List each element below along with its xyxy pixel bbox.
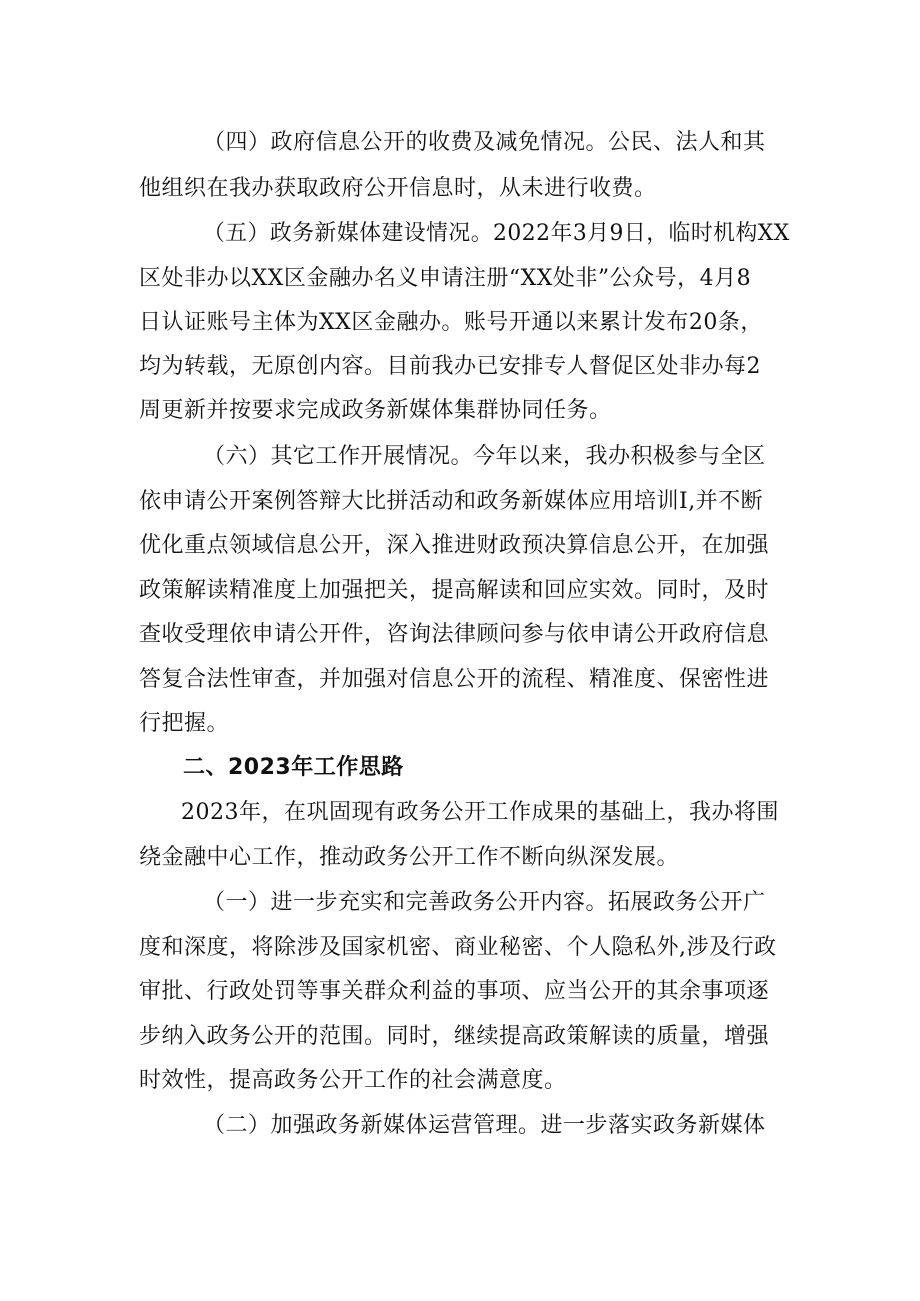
text-line: 行把握。 bbox=[139, 711, 230, 736]
section-heading: 二、2023年工作思路 bbox=[183, 755, 404, 780]
text-line: 时效性，提高政务公开工作的社会满意度。 bbox=[139, 1068, 567, 1093]
text-line: 2023年，在巩固现有政务公开工作成果的基础上，我办将围 bbox=[181, 800, 779, 825]
text-line: 度和深度，将除涉及国家机密、商业秘密、个人隐私外,涉及行政 bbox=[139, 935, 777, 960]
text-line: 审批、行政处罚等事关群众利益的事项、应当公开的其余事项逐 bbox=[139, 979, 770, 1004]
text-line: 周更新并按要求完成政务新媒体集群协同任务。 bbox=[139, 398, 612, 423]
text-line: 区处非办以XX区金融办名义申请注册“XX处非”公众号，4月8 bbox=[139, 266, 752, 291]
text-line: 答复合法性审查，并加强对信息公开的流程、精准度、保密性进 bbox=[139, 667, 770, 692]
text-line: （二）加强政务新媒体运营管理。进一步落实政务新媒体 bbox=[203, 1113, 766, 1138]
text-line: 均为转载，无原创内容。目前我办已安排专人督促区处非办每2 bbox=[139, 354, 761, 379]
text-line: （六）其它工作开展情况。今年以来，我办积极参与全区 bbox=[203, 444, 766, 469]
text-line: （一）进一步充实和完善政务公开内容。拓展政务公开广 bbox=[203, 890, 766, 915]
text-line: 查收受理依申请公开件，咨询法律顾问参与依申请公开政府信息 bbox=[139, 622, 770, 647]
text-line: 依申请公开案例答辩大比拼活动和政务新媒体应用培训I,并不断 bbox=[139, 489, 764, 514]
text-line: 政策解读精准度上加强把关，提高解读和回应实效。同时，及时 bbox=[139, 578, 770, 603]
text-line: 绕金融中心工作，推动政务公开工作不断向纵深发展。 bbox=[139, 845, 680, 870]
text-line: 优化重点领域信息公开，深入推进财政预决算信息公开，在加强 bbox=[139, 533, 770, 558]
text-line: 他组织在我办获取政府公开信息时，从未进行收费。 bbox=[139, 176, 657, 201]
text-line: 步纳入政务公开的范围。同时，继续提高政策解读的质量，增强 bbox=[139, 1024, 770, 1049]
text-line: （四）政府信息公开的收费及减免情况。公民、法人和其 bbox=[203, 130, 766, 155]
text-line: （五）政务新媒体建设情况。2022年3月9日，临时机构XX bbox=[203, 221, 790, 246]
text-line: 日认证账号主体为XX区金融办。账号开通以来累计发布20条， bbox=[139, 310, 763, 335]
